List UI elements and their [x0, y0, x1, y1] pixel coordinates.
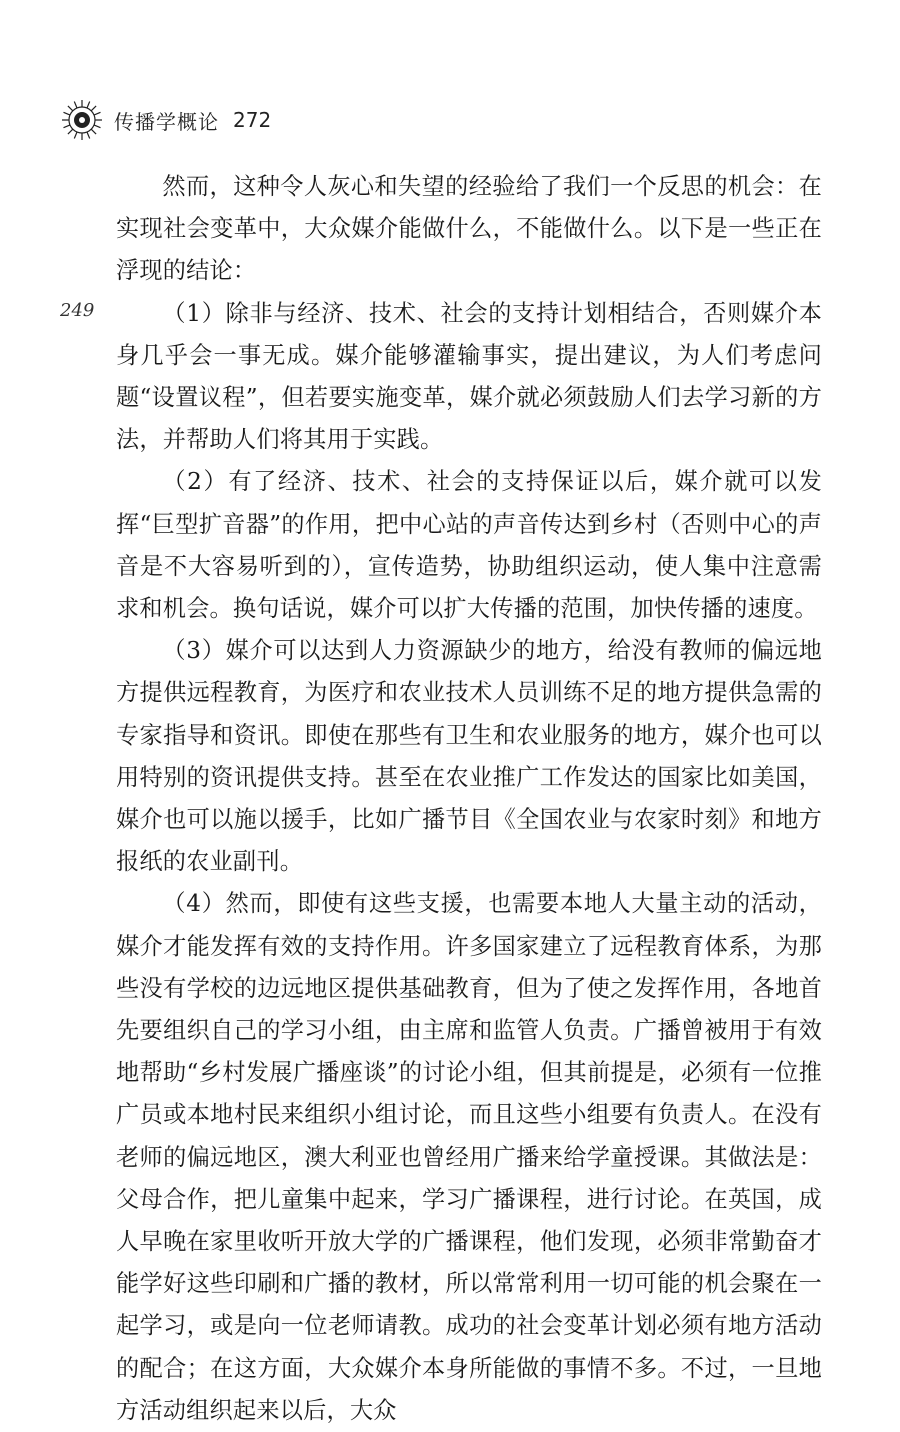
- page-number: 272: [233, 108, 272, 132]
- paragraph-point-3: （3）媒介可以达到人力资源缺少的地方，给没有教师的偏远地方提供远程教育，为医疗和农业技术人员训练不足的地方提供急需的专家指导和资讯。即使在那些有卫生和农业服务的地方，媒介也可以用特别的资讯提供支持。甚至在农业推广工作发达的国家比如美国，媒介也可以施以援手，比如广播节目《全国农业与农家时刻》和地方报纸的农业副刊。: [116, 637, 822, 876]
- paragraph-intro: 然而，这种令人灰心和失望的经验给了我们一个反思的机会：在实现社会变革中，大众媒介能做什么，不能做什么。以下是一些正在浮现的结论：: [116, 173, 822, 285]
- flower-emblem-icon: [60, 98, 104, 142]
- paragraph-point-4: （4）然而，即使有这些支援，也需要本地人大量主动的活动，媒介才能发挥有效的支持作用。许多国家建立了远程教育体系，为那些没有学校的边远地区提供基础教育，但为了使之发挥作用，各地首先要组织自己的学习小组，由主席和监管人负责。广播曾被用于有效地帮助“乡村发展广播座谈”的讨论小组，但其前提是，必须有一位推广员或本地村民来组织小组讨论，而且这些小组要有负责人。在没有老师的偏远地区，澳大利亚也曾经用广播来给学童授课。其做法是：父母合作，把儿童集中起来，学习广播课程，进行讨论。在英国，成人早晚在家里收听开放大学的广播课程，他们发现，必须非常勤奋才能学好这些印刷和广播的教材，所以常常利用一切可能的机会聚在一起学习，或是向一位老师请教。成功的社会变革计划必须有地方活动的配合；在这方面，大众媒介本身所能做的事情不多。不过，一旦地方活动组织起来以后，大众: [116, 890, 822, 1424]
- paragraph-point-2: （2）有了经济、技术、社会的支持保证以后，媒介就可以发挥“巨型扩音器”的作用，把中心站的声音传达到乡村（否则中心的声音是不大容易听到的），宣传造势，协助组织运动，使人集中注意需求和机会。换句话说，媒介可以扩大传播的范围，加快传播的速度。: [116, 468, 822, 623]
- body-text: [116, 166, 822, 1432]
- book-title: 传播学概论: [114, 109, 219, 134]
- paragraph-point-1: （1）除非与经济、技术、社会的支持计划相结合，否则媒介本身几乎会一事无成。媒介能够灌输事实，提出建议，为人们考虑问题“设置议程”，但若要实施变革，媒介就必须鼓励人们去学习新的方法，并帮助人们将其用于实践。: [116, 299, 822, 454]
- margin-page-reference: 249: [60, 300, 95, 321]
- running-header: [60, 98, 271, 142]
